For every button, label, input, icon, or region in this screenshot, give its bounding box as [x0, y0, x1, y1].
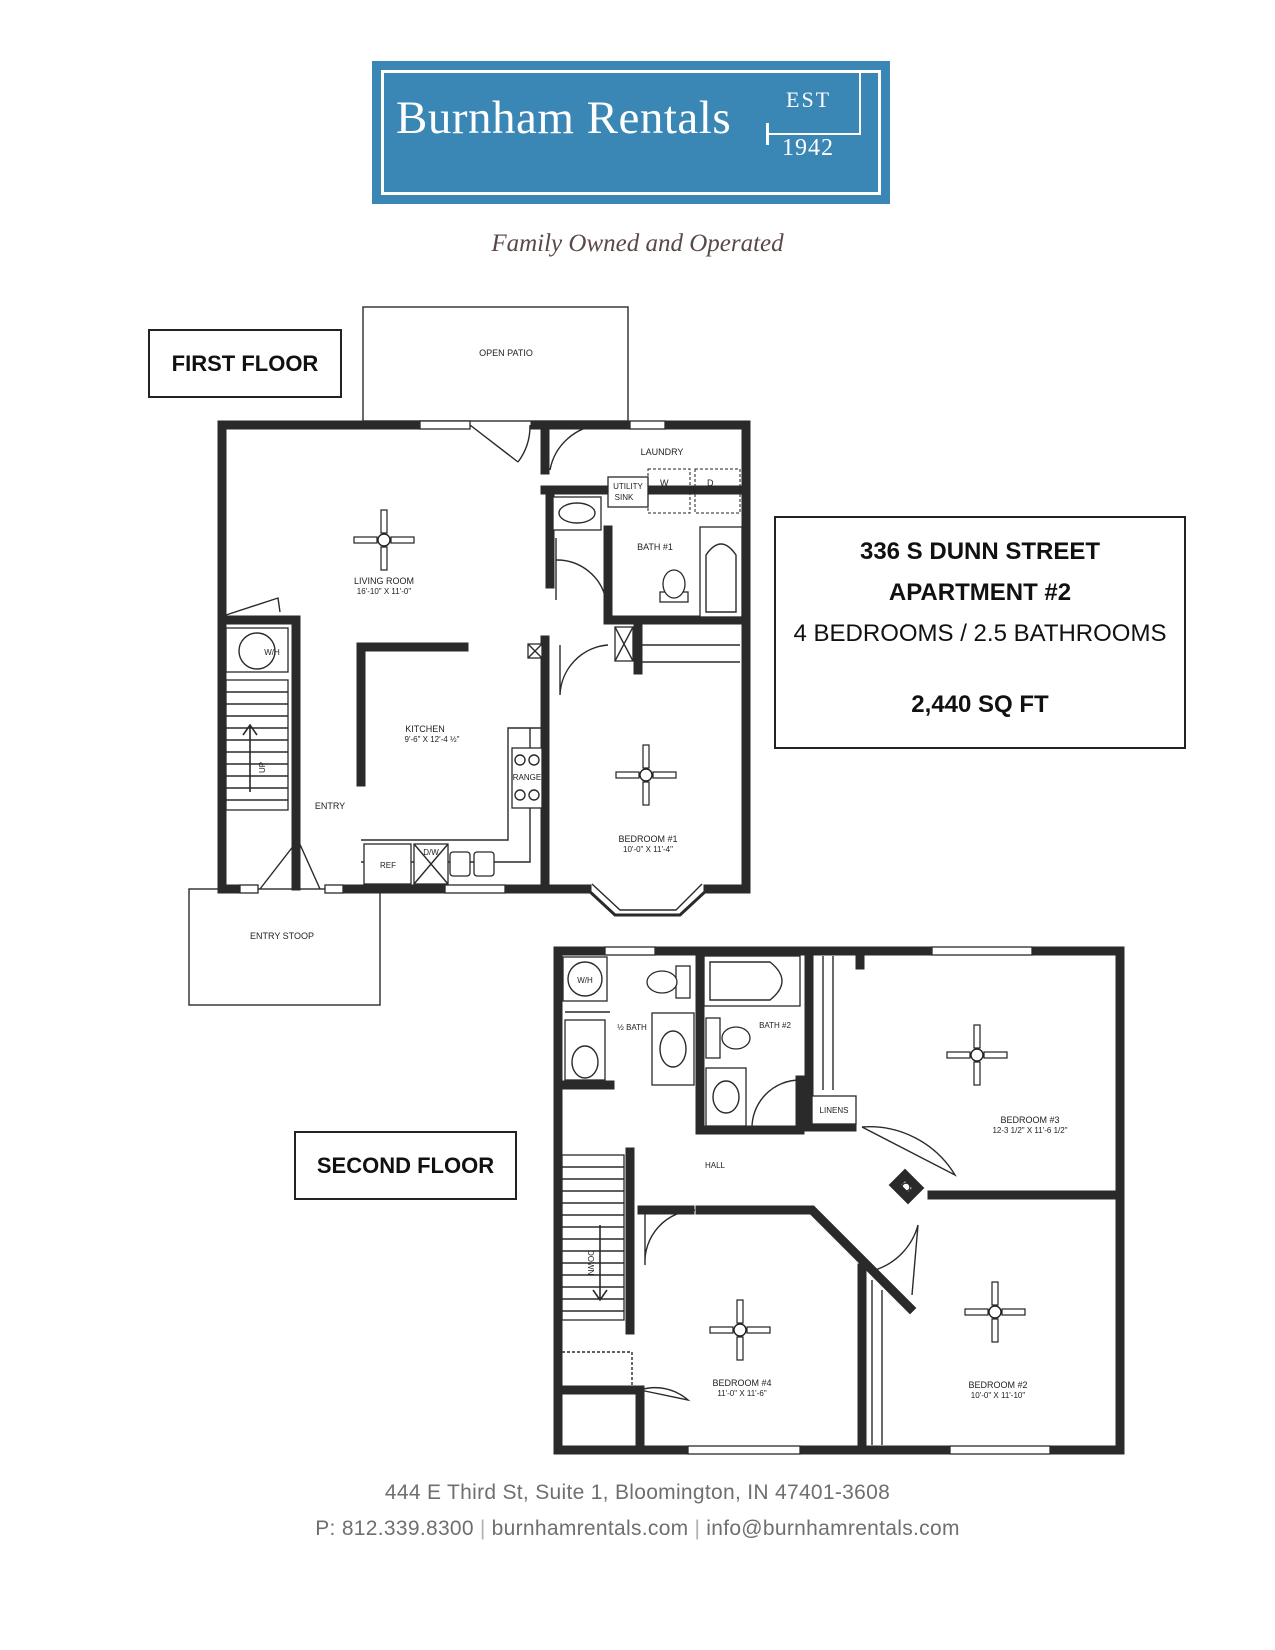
laundry-label: LAUNDRY: [640, 447, 684, 457]
bedroom4-door: [645, 1210, 695, 1265]
entry-door: [260, 840, 320, 889]
footer-website[interactable]: burnhamrentals.com: [491, 1517, 689, 1540]
svg-text:RANGE: RANGE: [512, 773, 542, 782]
logo-name: Burnham Rentals: [396, 92, 732, 144]
bedroom2-dim: 10'-0" X 11'-10": [970, 1391, 1026, 1400]
footer-address: 444 E Third St, Suite 1, Bloomington, IN 47401-3608: [384, 1481, 891, 1504]
svg-text:LINENS: LINENS: [819, 1106, 849, 1115]
bedroom1-fan-icon: [616, 745, 676, 805]
svg-text:W/H: W/H: [264, 648, 280, 657]
bath2-label: BATH #2: [759, 1021, 791, 1030]
bedroom4-closet: [562, 1352, 632, 1387]
ff-window: [630, 421, 665, 429]
logo-year: 1942: [782, 135, 834, 161]
footer-contact: P: 812.339.8300 | burnhamrentals.com | info@burnhamrentals.com: [315, 1517, 960, 1540]
half-bath-label: ½ BATH: [617, 1023, 647, 1032]
hall-label: HALL: [704, 1161, 726, 1170]
bedroom2-fan-icon: [965, 1282, 1025, 1342]
sf-window: [950, 1446, 1050, 1454]
bedroom1-door: [560, 645, 608, 695]
stairs-up-label: UP: [258, 761, 267, 773]
bedroom4-closet-door: [640, 1388, 688, 1400]
open-patio-label: OPEN PATIO: [479, 348, 533, 358]
bedroom3-label: BEDROOM #3: [1000, 1115, 1060, 1125]
kitchen-wall: [361, 647, 464, 782]
bedroom1-dim: 10'-0" X 11'-4": [623, 845, 673, 854]
svg-text:W: W: [660, 478, 669, 488]
sf-window: [605, 947, 655, 955]
living-room-fan-icon: [354, 510, 414, 570]
bedroom4-label: BEDROOM #4: [712, 1378, 772, 1388]
bath1-sink: [553, 497, 601, 530]
kitchen-dim: 9'-6" X 12'-4 ½": [404, 735, 460, 744]
tagline: Family Owned and Operated: [491, 230, 784, 257]
sf-column: [895, 1175, 918, 1198]
svg-text:REF: REF: [380, 861, 396, 870]
svg-text:SINK: SINK: [614, 493, 634, 502]
listing-address: 336 S DUNN STREET: [859, 538, 1101, 565]
svg-text:W/H: W/H: [577, 976, 593, 985]
svg-text:D: D: [707, 478, 714, 488]
kitchen-sink: [450, 852, 470, 876]
ff-window: [420, 421, 470, 429]
bath1-label: BATH #1: [637, 542, 673, 552]
laundry-door: [550, 425, 600, 470]
bedroom4-fan-icon: [710, 1300, 770, 1360]
entry-label: ENTRY: [314, 801, 346, 811]
kitchen-label: KITCHEN: [405, 724, 445, 734]
footer-email[interactable]: info@burnhamrentals.com: [706, 1517, 960, 1540]
ff-window: [445, 885, 505, 893]
second-floor-label: SECOND FLOOR: [294, 1131, 517, 1200]
svg-text:D/W: D/W: [423, 848, 439, 857]
bedroom2-label: BEDROOM #2: [968, 1380, 1028, 1390]
second-floor-plan: [558, 947, 1120, 1454]
sf-window: [688, 1446, 800, 1454]
half-bath-sink: [652, 1013, 694, 1085]
open-patio: [363, 307, 628, 421]
listing-rooms: 4 BEDROOMS / 2.5 BATHROOMS: [793, 620, 1167, 647]
footer-phone: P: 812.339.8300: [315, 1517, 474, 1540]
stairs-down-label: DOWN: [586, 1250, 595, 1276]
bath2-sink: [706, 1068, 746, 1126]
sf-stairs: [562, 1155, 624, 1320]
entry-stoop: [189, 889, 380, 1005]
logo-est: EST: [786, 87, 832, 112]
bedroom4-dim: 11'-0" X 11'-6": [717, 1389, 767, 1398]
svg-text:UTILITY: UTILITY: [613, 482, 643, 491]
listing-unit: APARTMENT #2: [888, 579, 1072, 606]
bath2-toilet: [706, 1018, 720, 1058]
bath2-tub: [704, 956, 800, 1006]
sf-window: [932, 947, 1032, 955]
sf-closet: [565, 1020, 605, 1080]
first-floor-plan: [189, 307, 746, 1005]
living-room-label: LIVING ROOM: [353, 576, 415, 586]
first-floor-label: FIRST FLOOR: [148, 329, 342, 398]
entry-stoop-label: ENTRY STOOP: [249, 931, 315, 941]
listing-area: 2,440 SQ FT: [911, 691, 1049, 718]
bedroom3-door: [862, 1127, 955, 1175]
bedroom3-fan-icon: [947, 1025, 1007, 1085]
bedroom3-dim: 12-3 1/2" X 11'-6 1/2": [992, 1126, 1068, 1135]
ff-stairs: [226, 680, 288, 810]
living-room-dim: 16'-10" X 11'-0": [356, 587, 412, 596]
bedroom1-label: BEDROOM #1: [618, 834, 678, 844]
bath1-door: [556, 538, 606, 600]
patio-door: [470, 425, 530, 462]
bath2-door: [752, 1080, 800, 1130]
ff-bay-window: [587, 889, 708, 915]
half-bath-toilet: [676, 966, 690, 998]
